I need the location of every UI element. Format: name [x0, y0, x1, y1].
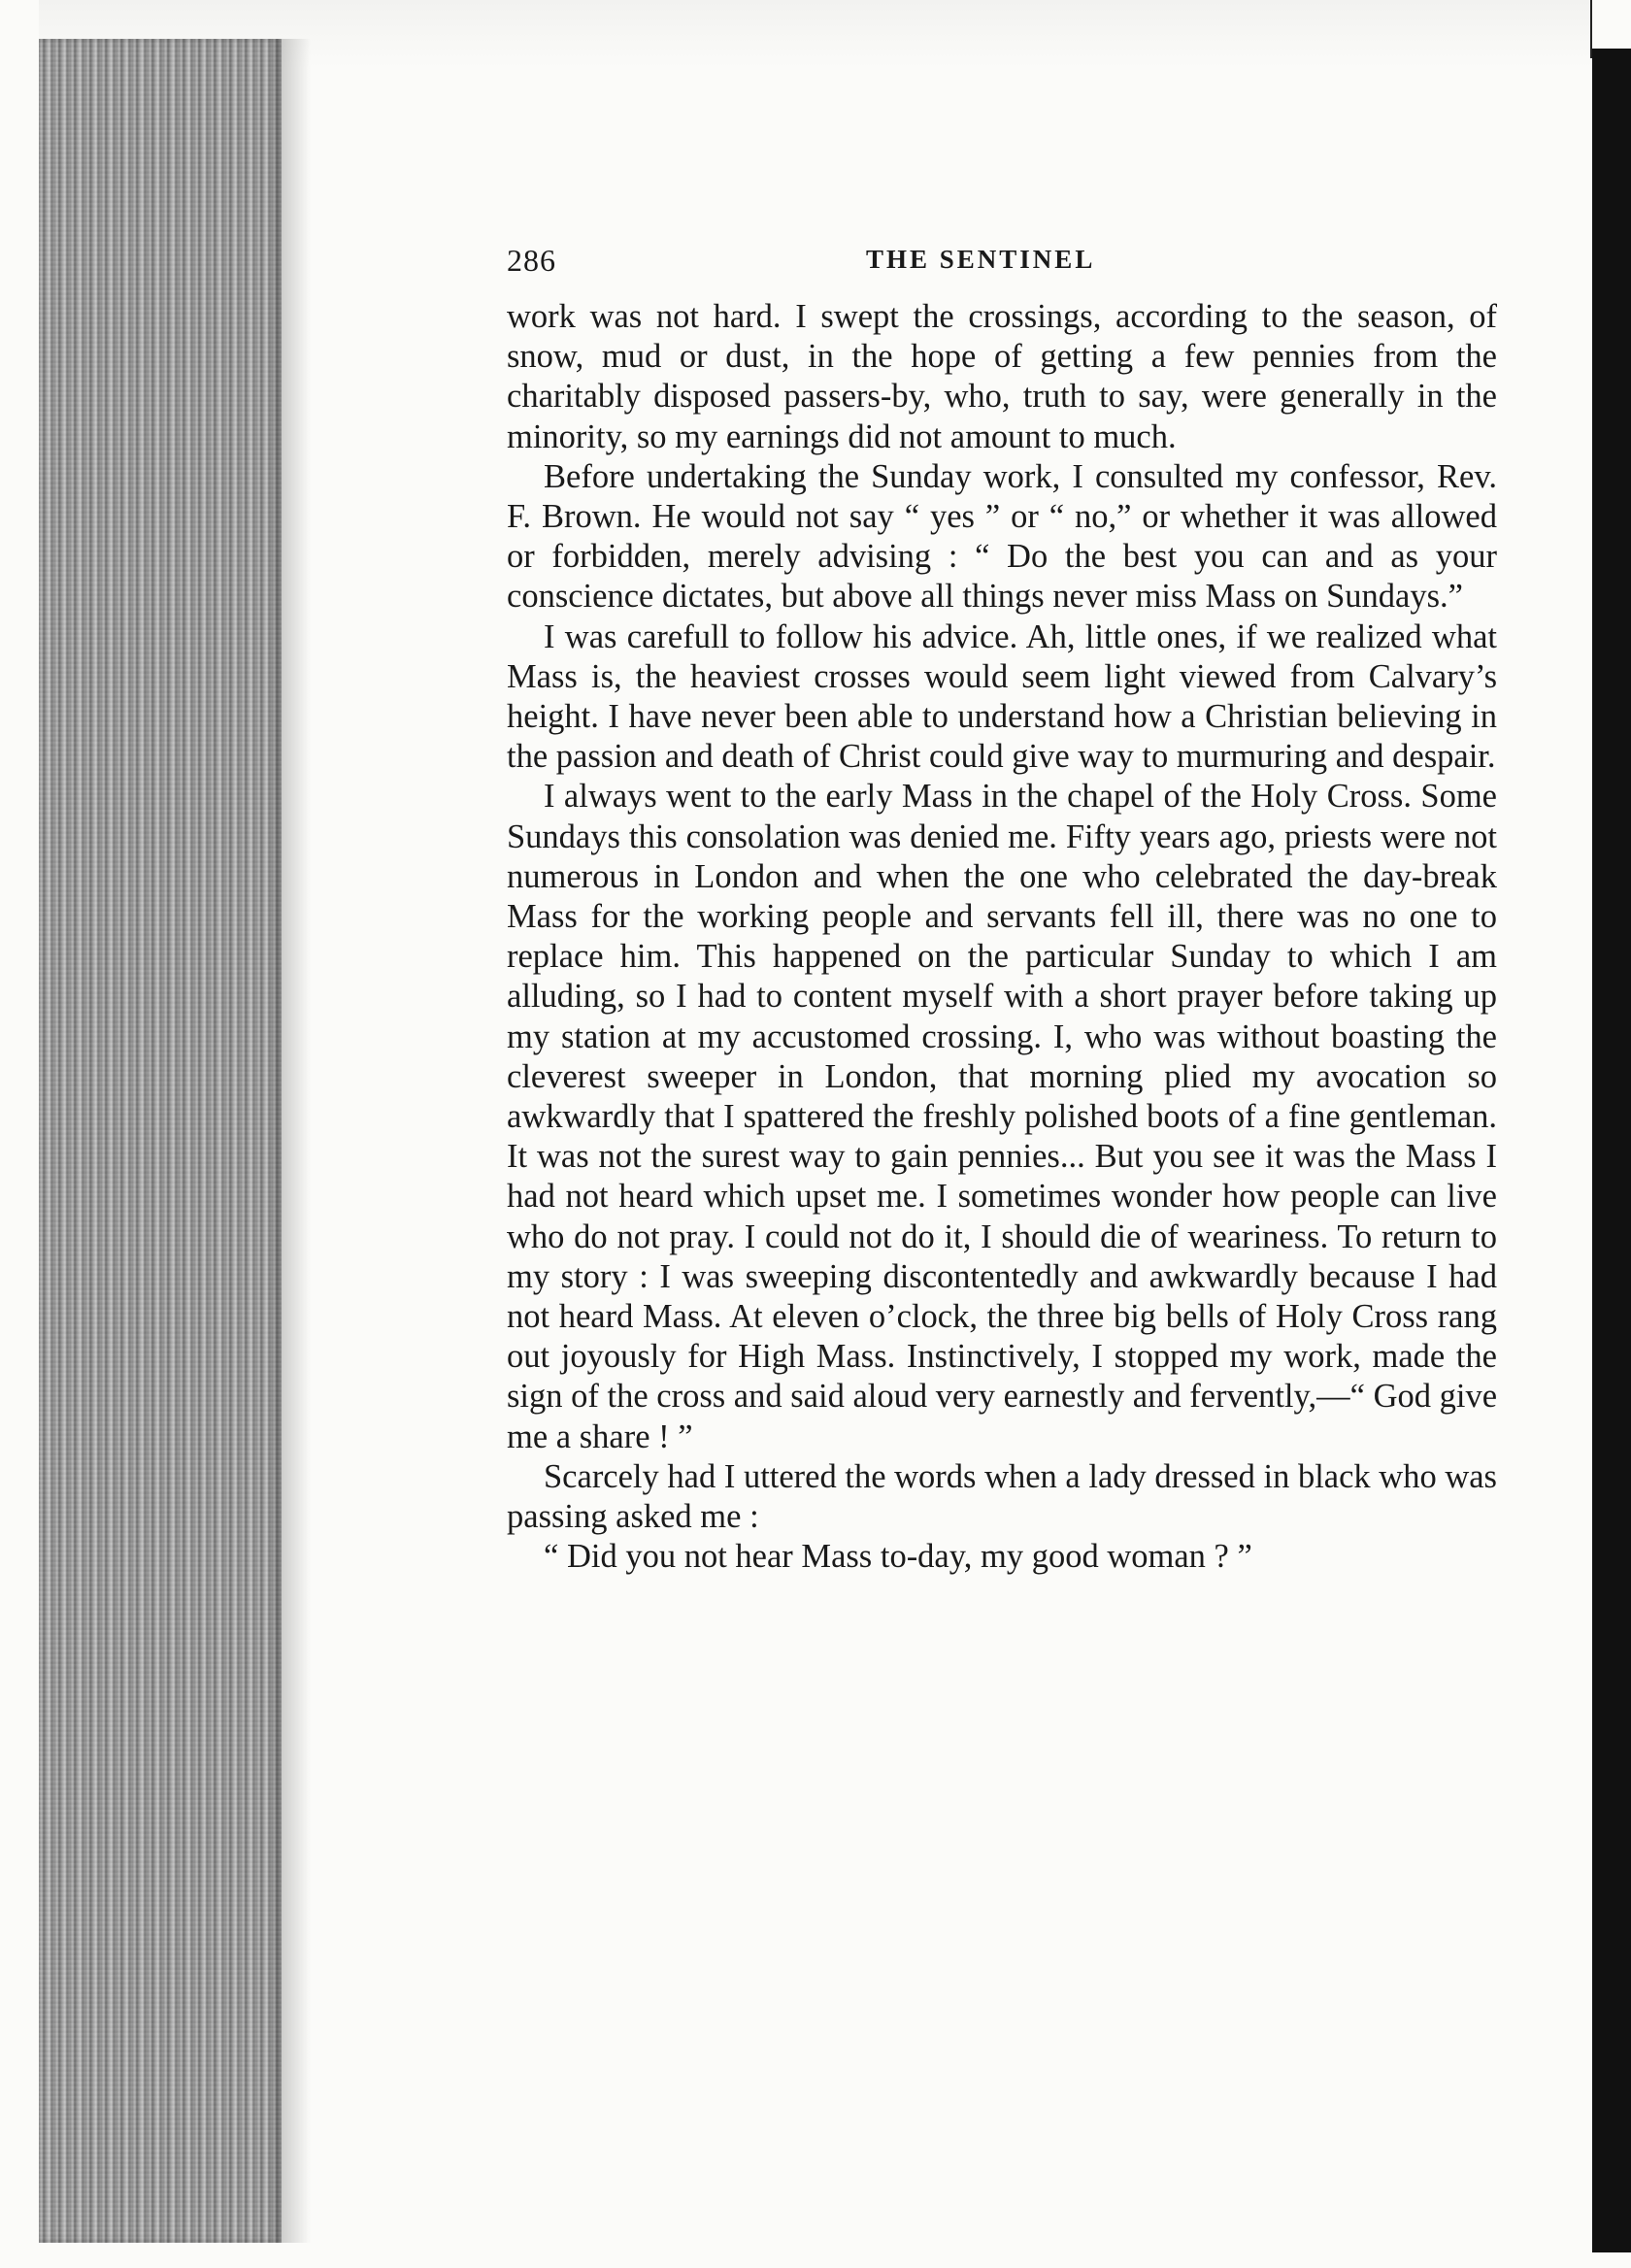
paragraph-5: Scarcely had I uttered the words when a lady dressed in black who was passing asked me :	[507, 1457, 1497, 1536]
book-page-edges	[39, 39, 282, 2243]
paragraph-6: “ Did you not hear Mass to-day, my good woman ? ”	[544, 1538, 1252, 1576]
paragraph-3: I was carefull to follow his advice. Ah, little ones, if we realized what Mass is, the heaviest crosses would seem light viewed from Calvary’s height. I have never been able to understand how a Christian believing in the passion and death of Christ could give way to murmuring and despair.	[507, 617, 1497, 776]
paragraph-1: work was not hard. I swept the crossings, according to the season, of snow, mud or dust, in the hope of getting a few pennies from the charitably disposed passers-by, who, truth to say, were generally in the minority, so my earnings did not amount to much.	[507, 298, 1497, 455]
body-text	[507, 297, 1497, 1578]
running-head	[507, 243, 1497, 287]
running-title: THE SENTINEL	[866, 245, 1096, 274]
paragraph-4: I always went to the early Mass in the chapel of the Holy Cross. Some Sundays this consolation was denied me. Fifty years ago, priests were not numerous in London and when the one who celebrated the day-break Mass for the working people and servants fell ill, there was no one to replace him. This happened on the particular Sunday to which I am alluding, so I had to content myself with a short prayer before taking up my station at my accustomed crossing. I, who was without boasting the cleverest sweeper in London, that morning plied my avocation so awkwardly that I spattered the freshly polished boots of a fine gentleman. It was not the surest way to gain pennies... But you see it was the Mass I had not heard which upset me. I sometimes wonder how people can live who do not pray. I could not do it, I should die of weariness. To return to my story : I was sweeping discontentedly and awkwardly because I had not heard Mass. At eleven o’clock, the three big bells of Holy Cross rang out joyously for High Mass. Instinctively, I stopped my work, made the sign of the cross and said aloud very earnestly and fervently,—“ God give me a share ! ”	[507, 778, 1498, 1455]
page-number: 286	[507, 243, 556, 278]
scan-right-border	[1592, 49, 1631, 2252]
page-text-block	[507, 243, 1497, 1578]
paragraph-2: Before undertaking the Sunday work, I consulted my confessor, Rev. F. Brown. He would not say “ yes ” or “ no,” or whether it was allowed or forbidden, merely advising : “ Do the best you can and as your conscience dictates, but above all things never miss Mass on Sundays.”	[507, 457, 1497, 616]
gutter-shadow	[282, 39, 311, 2243]
